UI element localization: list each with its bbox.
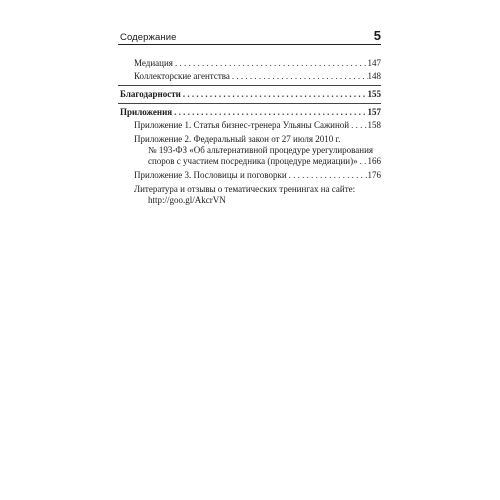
toc-entry-title: Медиация — [134, 58, 173, 68]
toc-entry-page: 176 — [367, 170, 381, 180]
dot-leader — [230, 71, 368, 82]
toc-entry-acknowledgements[interactable] — [120, 89, 381, 100]
toc-entry-title: Приложения — [120, 107, 173, 117]
toc-entry-page: 158 — [367, 120, 381, 130]
toc-entry-appendices[interactable] — [120, 107, 381, 118]
toc-entry-mediation[interactable] — [134, 58, 381, 69]
toc-entry-appendix-2-line-2[interactable]: № 193-ФЗ «Об альтернативной процедуре урегулирования — [148, 145, 374, 155]
toc-entry-literature-line-1: Литература и отзывы о тематических тренингах на сайте: — [134, 184, 356, 194]
section-divider — [118, 103, 381, 104]
toc-entry-appendix-3[interactable] — [134, 170, 381, 181]
toc-entry-title: Приложение 1. Статья бизнес-тренера Ульяны Сажиной — [134, 120, 350, 130]
toc-entry-page: 147 — [367, 58, 381, 68]
toc-entry-page: 157 — [367, 107, 381, 117]
section-divider — [118, 85, 381, 86]
toc-entry-page: 148 — [367, 71, 381, 81]
toc-entry-page: 155 — [367, 89, 381, 99]
dot-leader — [358, 156, 368, 167]
toc-entry-appendix-2-line-1[interactable]: Приложение 2. Федеральный закон от 27 июля 2010 г. — [134, 134, 341, 144]
toc-entry-title: Благодарности — [120, 89, 181, 99]
running-head: Содержание — [120, 32, 177, 43]
dot-leader — [173, 58, 368, 69]
toc-entry-title: споров с участием посредника (процедуре медиации)» — [148, 156, 358, 166]
dot-leader — [349, 120, 367, 131]
toc-entry-collectors[interactable] — [134, 71, 381, 82]
dot-leader — [181, 89, 368, 100]
dot-leader — [172, 107, 367, 118]
literature-link[interactable]: http://goo.gl/AkcrVN — [148, 195, 226, 205]
toc-entry-title: Приложение 3. Пословицы и поговорки — [134, 170, 287, 180]
page-header — [118, 24, 381, 45]
dot-leader — [287, 170, 368, 181]
toc-entry-appendix-1[interactable] — [134, 120, 381, 131]
page-number: 5 — [373, 28, 381, 43]
toc-entry-title: Коллекторские агентства — [134, 71, 230, 81]
toc-entry-page: 166 — [367, 156, 381, 166]
toc-entry-appendix-2[interactable] — [148, 156, 381, 167]
